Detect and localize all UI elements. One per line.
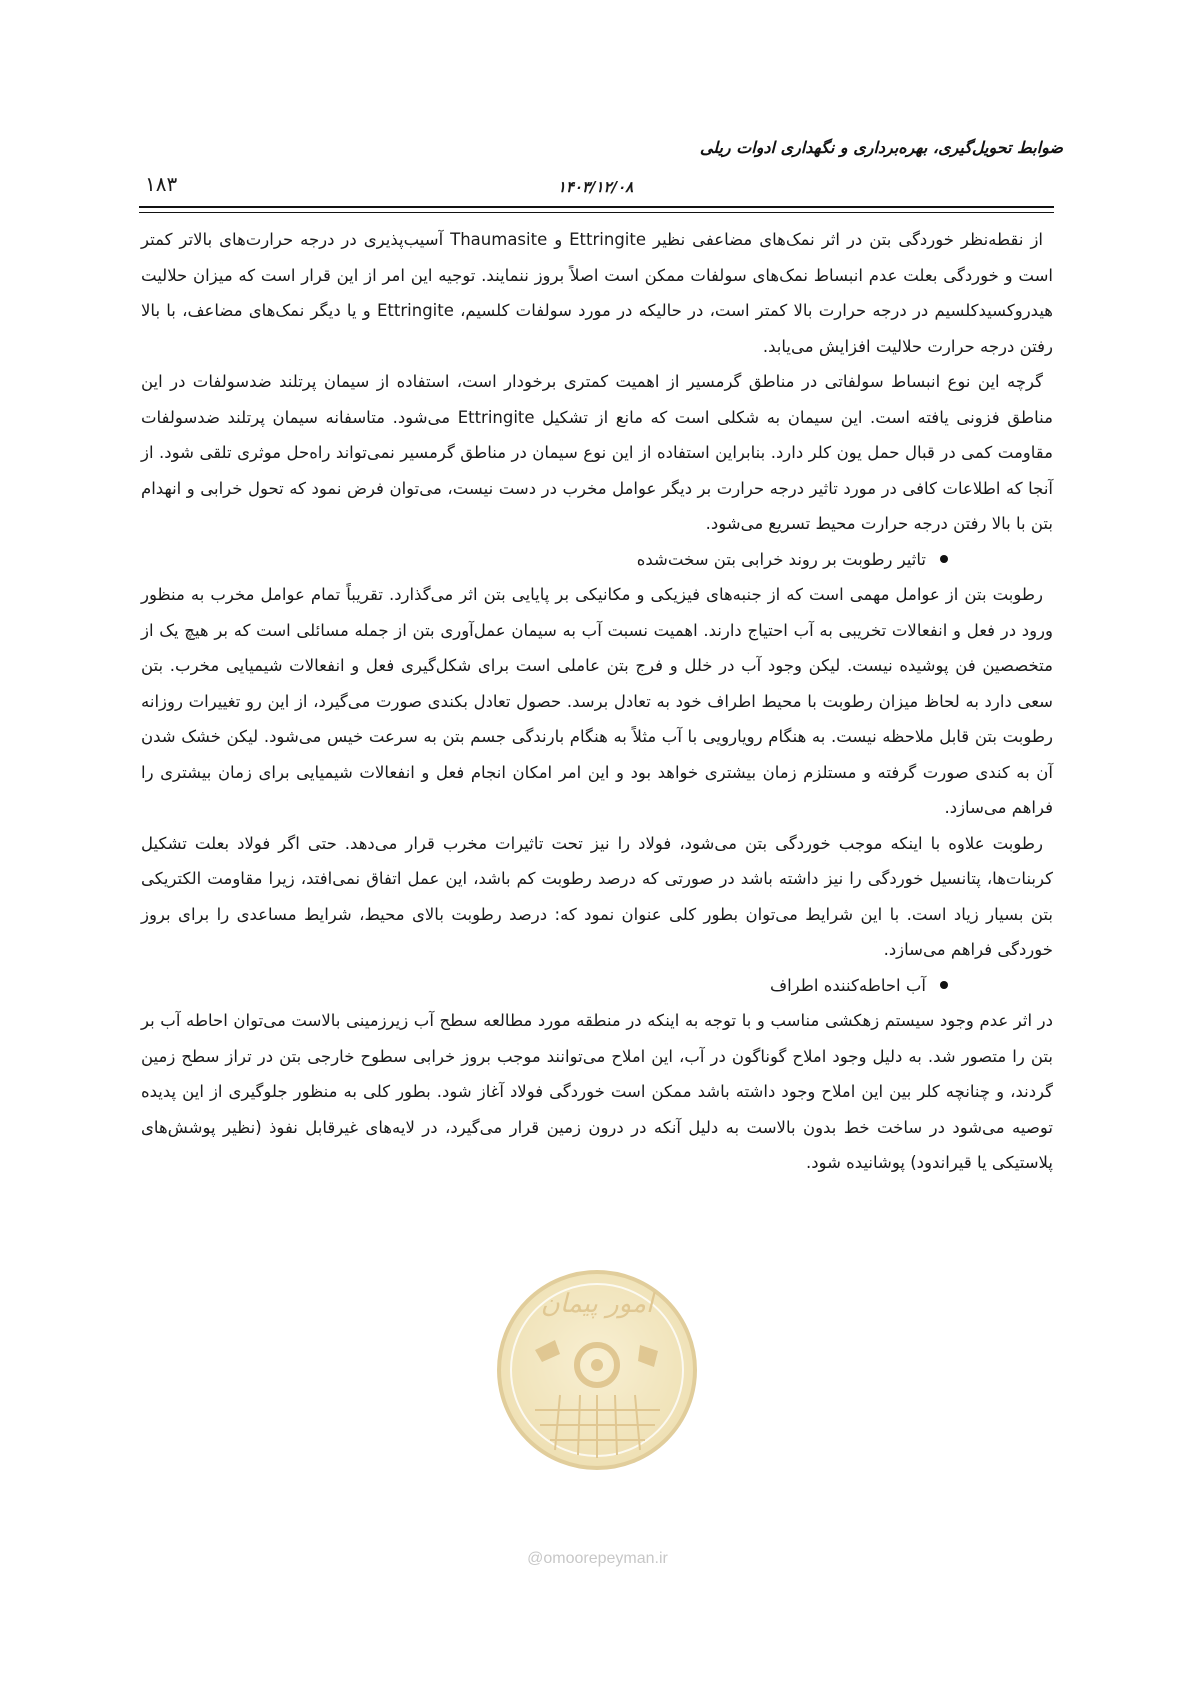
running-header-title: ضوابط تحویل‌گیری، بهره‌برداری و نگهداری ادوات ریلی — [699, 138, 1063, 157]
page-number: ۱۸۳ — [145, 172, 178, 196]
watermark-logo — [490, 1250, 705, 1567]
paragraph-sulfate-cement: گرچه این نوع انبساط سولفاتی در مناطق گرمسیر از اهمیت کمتری برخودار است، استفاده از سیمان پرتلند ضدسولفات در این مناطق فزونی یافته است. این سیمان به شکلی است که مانع از تشکیل Ettringite می‌شود. متاسفانه سیمان پرتلند ضدسولفات مقاومت کمی در قبال حمل یون کلر دارد. بنابراین استفاده از این نوع سیمان در مناطق گرمسیر نمی‌تواند راه‌حل موثری تلقی شود. از آنجا که اطلاعات کافی در مورد تاثیر درجه حرارت بر دیگر عوامل مخرب در دست نیست، می‌توان فرض نمود که تحول خرابی و انهدام بتن با بالا رفتن درجه حرارت محیط تسریع می‌شود. — [141, 372, 1053, 533]
bullet-label: آب احاطه‌کننده اطراف — [769, 975, 926, 995]
paragraph-groundwater: در اثر عدم وجود سیستم زهکشی مناسب و با توجه به اینکه در منطقه مورد مطالعه سطح آب زیرزمینی بالاست می‌توان احاطه آب بر بتن را متصور شد. به دلیل وجود املاح گوناگون در آب، این املاح می‌توانند موجب بروز خرابی سطوح خارجی بتن در تراز سطح زمین گردند، و چنانچه کلر بین این املاح وجود داشته باشد ممکن است خوردگی فولاد آغاز شود. بطور کلی به منظور جلوگیری از این پدیده توصیه می‌شود در ساخت خط بدون بالاست به دلیل آنکه در درون زمین قرار می‌گیرد، در لایه‌های غیرقابل نفوذ (نظیر پوشش‌های پلاستیکی یا قیراندود) پوشانیده شود. — [141, 1011, 1053, 1172]
header-divider — [139, 206, 1054, 213]
seal-icon — [490, 1250, 705, 1545]
header-date: ۱۴۰۳/۱۲/۰۸ — [557, 178, 634, 196]
bullet-item-surrounding-water — [141, 968, 1053, 1004]
bullet-icon — [940, 981, 948, 989]
watermark-logo-text: امور پیمان — [540, 1289, 654, 1319]
bullet-icon — [940, 555, 948, 563]
paragraph-steel-corrosion: رطوبت علاوه با اینکه موجب خوردگی بتن می‌شود، فولاد را نیز تحت تاثیرات مخرب قرار می‌دهد. حتی اگر فولاد بعلت تشکیل کربنات‌ها، پتانسیل خوردگی را نیز داشته باشد در صورتی که درصد رطوبت کم باشد، این عمل اتفاق نمی‌افتد، زیرا مقاومت الکتریکی بتن بسیار زیاد است. با این شرایط می‌توان بطور کلی عنوان نمود که: درصد رطوبت بالای محیط، شرایط مساعدی را برای بروز خوردگی فراهم می‌سازد. — [141, 833, 1053, 959]
watermark-site: @omoorepeyman.ir — [527, 1550, 668, 1567]
paragraph-moisture-effects: رطوبت بتن از عوامل مهمی است که از جنبه‌های فیزیکی و مکانیکی بر پایایی بتن اثر می‌گذارد. تقریباً تمام عوامل مخرب به منظور ورود در فعل و انفعالات تخریبی به آب احتیاج دارند. اهمیت نسبت آب به سیمان عمل‌آوری بتن از جمله مسائلی است که بر هیچ یک از متخصصین فن پوشیده نیست. لیکن وجود آب در خلل و فرج بتن عاملی است برای شکل‌گیری فعل و انفعالات شیمیایی مخرب. بتن سعی دارد به لحاظ میزان رطوبت با محیط اطراف خود به تعادل برسد. حصول تعادل بکندی صورت می‌گیرد، از این رو تغییرات روزانه رطوبت بتن قابل ملاحظه نیست. به هنگام رویارویی با آب مثلاً به هنگام بارندگی جسم بتن به سرعت خیس می‌شود. لیکن خشک شدن آن به کندی صورت گرفته و مستلزم زمان بیشتری خواهد بود و این امر امکان انجام فعل و انفعالات شیمیایی برای زمان بیشتری را فراهم می‌سازد. — [141, 585, 1053, 817]
bullet-item-moisture — [141, 542, 1053, 578]
paragraph-temperature-salts: از نقطه‌نظر خوردگی بتن در اثر نمک‌های مضاعفی نظیر Ettringite و Thaumasite آسیب‌پذیری در درجه حرارت‌های بالاتر کمتر است و خوردگی بعلت عدم انبساط نمک‌های سولفات ممکن است اصلاً بروز ننمایند. توجیه این امر از این قرار است که میزان حلالیت هیدروکسیدکلسیم در درجه حرارت بالا کمتر است، در حالیکه در مورد سولفات کلسیم، Ettringite و یا دیگر نمک‌های مضاعف، با بالا رفتن درجه حرارت حلالیت افزایش می‌یابد. — [141, 230, 1054, 356]
bullet-label: تاثیر رطوبت بر روند خرابی بتن سخت‌شده — [636, 549, 926, 569]
body-text — [141, 222, 1053, 1181]
